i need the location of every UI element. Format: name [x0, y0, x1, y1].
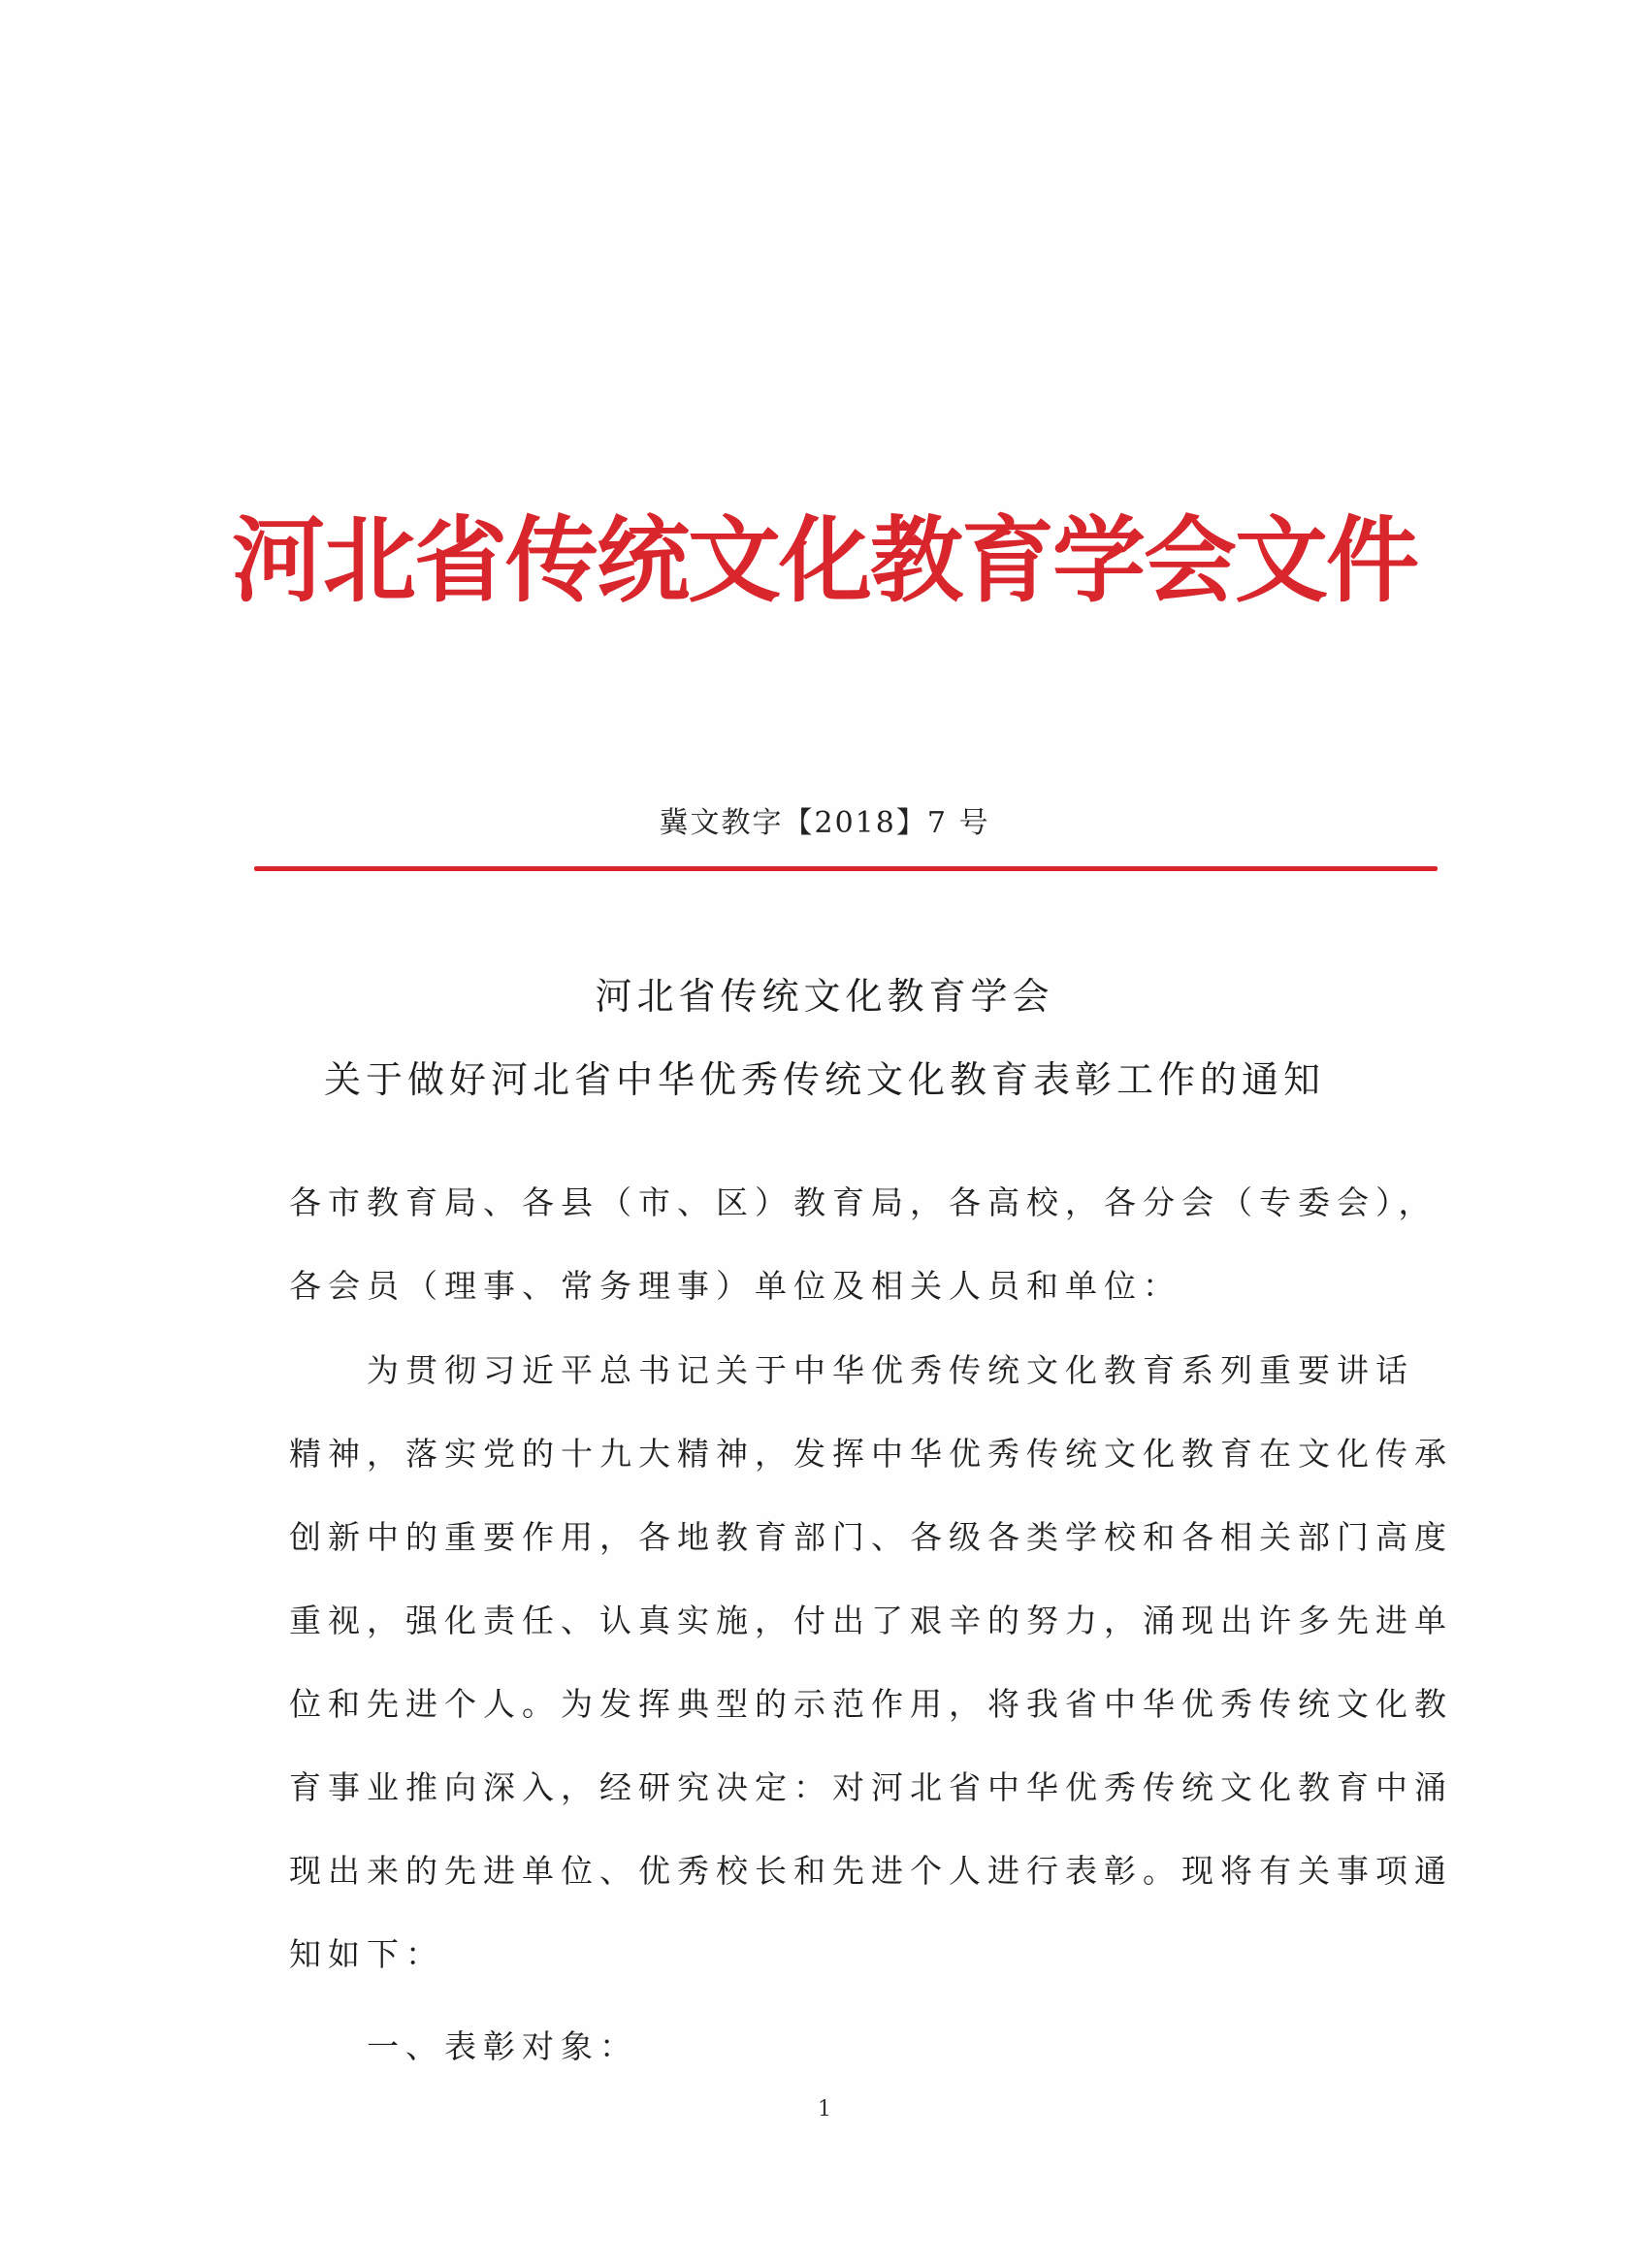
paragraph-line: 现出来的先进单位、优秀校长和先进个人进行表彰。现将有关事项通	[289, 1852, 1453, 1890]
paragraph-line: 精神，落实党的十九大精神，发挥中华优秀传统文化教育在文化传承	[289, 1435, 1453, 1473]
addressee-line: 各市教育局、各县（市、区）教育局，各高校，各分会（专委会），	[289, 1183, 1438, 1221]
document-header-title: 河北省传统文化教育学会文件	[232, 505, 1417, 615]
notice-title-line-2: 关于做好河北省中华优秀传统文化教育表彰工作的通知	[323, 1058, 1325, 1101]
document-number: 冀文教字【2018】7 号	[659, 806, 990, 840]
paragraph-line: 知如下：	[289, 1935, 444, 1973]
addressee-line: 各会员（理事、常务理事）单位及相关人员和单位：	[289, 1267, 1181, 1305]
notice-title-line-1: 河北省传统文化教育学会	[595, 975, 1054, 1018]
body-paragraph	[289, 1329, 1453, 1996]
paragraph-line: 位和先进个人。为发挥典型的示范作用，将我省中华优秀传统文化教	[289, 1685, 1453, 1723]
paragraph-line: 创新中的重要作用，各地教育部门、各级各类学校和各相关部门高度	[289, 1518, 1453, 1556]
paragraph-line: 重视，强化责任、认真实施，付出了艰辛的努力，涌现出许多先进单	[289, 1602, 1453, 1639]
section-heading: 一、表彰对象：	[367, 2027, 638, 2065]
addressee-block	[289, 1161, 1438, 1328]
paragraph-line: 育事业推向深入，经研究决定：对河北省中华优秀传统文化教育中涌	[289, 1768, 1453, 1806]
red-divider-line	[254, 866, 1438, 871]
paragraph-line: 为贯彻习近平总书记关于中华优秀传统文化教育系列重要讲话	[367, 1351, 1414, 1389]
page-number: 1	[818, 2097, 831, 2122]
